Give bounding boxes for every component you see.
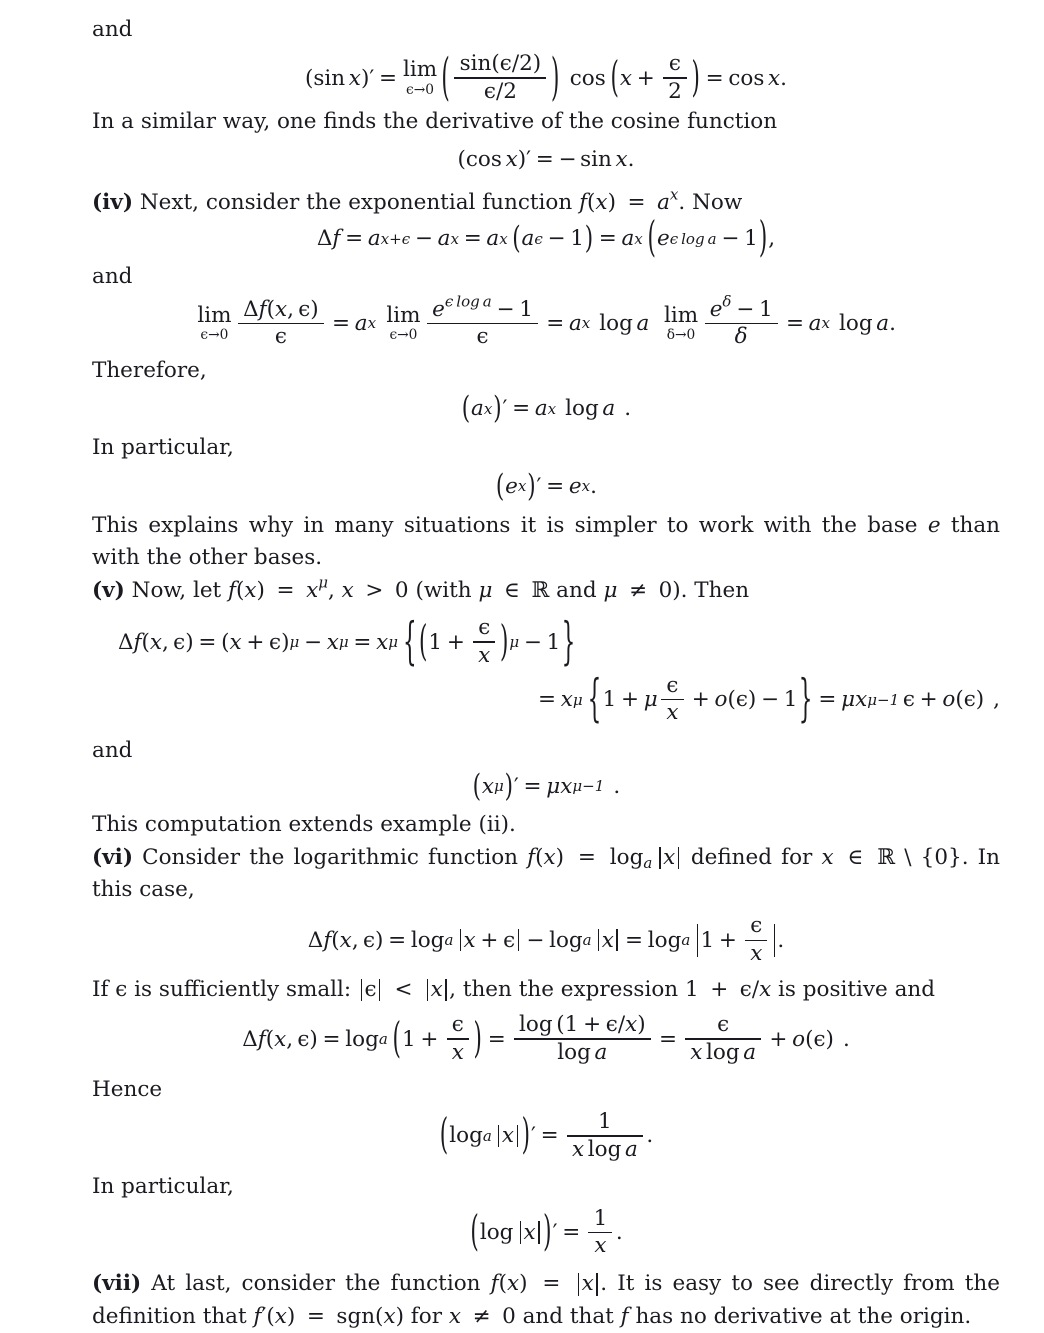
equation-cos-derivative: ( cos x ) ′ = − sin x . <box>457 147 635 173</box>
equation-power-derivative: ( x μ ) ′ = μ x μ−1 . <box>472 768 621 805</box>
paragraph-and-2: and <box>92 264 133 290</box>
equation-delta-f-power-line1: Δ f ( x , ϵ ) = ( x + ϵ ) μ − x μ = x μ { ( 1 + $\frac{\epsilon}{x}$ ) μ − 1 } <box>118 612 576 672</box>
paragraph-item-iv: (iv) Next, consider the exponential function $f(x) = a^x$. Now <box>92 185 743 216</box>
paragraph-in-particular-2: In particular, <box>92 1173 234 1199</box>
item-label-iv: (iv) <box>92 190 134 216</box>
item-label-vi: (vi) <box>92 844 134 870</box>
explains-line-1-tail: than with <box>92 512 1000 570</box>
paragraph-item-vii: (vii) At last, consider the function f(x) = x . It is easy to see directly from the definition that f′(x) = sgn(x) for x ≠ 0 and that f has no derivative at the origin. <box>92 1271 1000 1329</box>
paragraph-therefore: Therefore, <box>92 358 207 384</box>
equation-log-a-derivative: ( log a x ) ′ = $\frac{1}{\text{x log a}}$ . <box>439 1109 654 1162</box>
paragraph-in-particular-1: In particular, <box>92 435 234 461</box>
paragraph-if-epsilon-small: If ϵ is sufficiently small: ϵ < x , then the expression 1 + ϵ/x is positive and <box>92 976 936 1002</box>
explains-line-1: This explains why in many situations it is simpler to work with the base <box>92 512 918 538</box>
equation-delta-f-log-expanded: Δ f ( x , ϵ ) = log a ( 1 + $\frac{\epsilon}{x}$ ) = $\frac{\log (1 + \epsilon/x)}{\text{log a}}$ = $\frac{\epsilon}{\text{x log a}}$ + o ( ϵ ) . <box>242 1012 850 1065</box>
equation-limit-exponential: lim ϵ→0 $\frac{\Delta f(x, \epsilon)}{\epsilon}$ = a x lim ϵ→0 $\frac{e^{\epsilon log a} - 1}{\epsilon}$ = a x log a lim δ→0 $\frac{e^\delta - 1}{\delta}$ = a x log a . <box>197 292 896 350</box>
item-label-v: (v) <box>92 578 125 604</box>
equation-delta-f-power-line2: = x μ { 1 + μ $\frac{\epsilon}{x}$ + o ( ϵ ) − 1 } = μ x μ−1 ϵ + o ( ϵ ) , <box>538 670 1000 730</box>
paragraph-hence: Hence <box>92 1076 163 1102</box>
paragraph-and-3: and <box>92 738 133 764</box>
paragraph-item-vi: (vi) Consider the logarithmic function $f(x) = \log_a x$ defined for x ∈ ℝ \ {0}. In this case, <box>92 844 1000 903</box>
equation-delta-f-log: Δ f ( x , ϵ ) = log a x + ϵ − log a x = log a 1 + $\frac{\epsilon}{x}$ . <box>307 913 785 966</box>
equation-delta-f-exponential: Δ f = a x+ϵ − a x = a x ( a ϵ − 1 ) = a x ( e ϵ log a − 1 ) , <box>316 214 776 264</box>
paragraph-and-1: and <box>92 17 133 42</box>
paragraph-extends-example: This computation extends example (ii). <box>92 811 516 837</box>
paragraph-item-v: (v) Now, let $f(x) = x^\mu$, x > 0 (with μ ∈ ℝ and μ ≠ 0). Then <box>92 573 750 604</box>
paragraph-similar-way: In a similar way, one finds the derivative of the cosine function <box>92 108 778 134</box>
equation-ex-derivative: ( e x ) ′ = e x . <box>495 467 597 505</box>
explains-line-2: the other bases. <box>146 544 323 570</box>
equation-ax-derivative: ( a x ) ′ = a x log a . <box>461 390 632 427</box>
equation-sin-derivative: ( sin x ) ′ = lim ϵ→0 ( $\frac{\sin(\epsilon/2)}{\epsilon/2}$ ) cos ( x + $\frac{\epsilon}{2}$ ) = cos x . <box>305 48 787 108</box>
item-label-vii: (vii) <box>92 1271 142 1297</box>
case-word: case, <box>139 877 195 903</box>
paragraph-explains-base-e <box>92 510 1000 575</box>
base-e-symbol: e <box>927 512 941 538</box>
equation-log-derivative: ( log x ) ′ = $\frac{1}{x}$ . <box>470 1205 623 1259</box>
